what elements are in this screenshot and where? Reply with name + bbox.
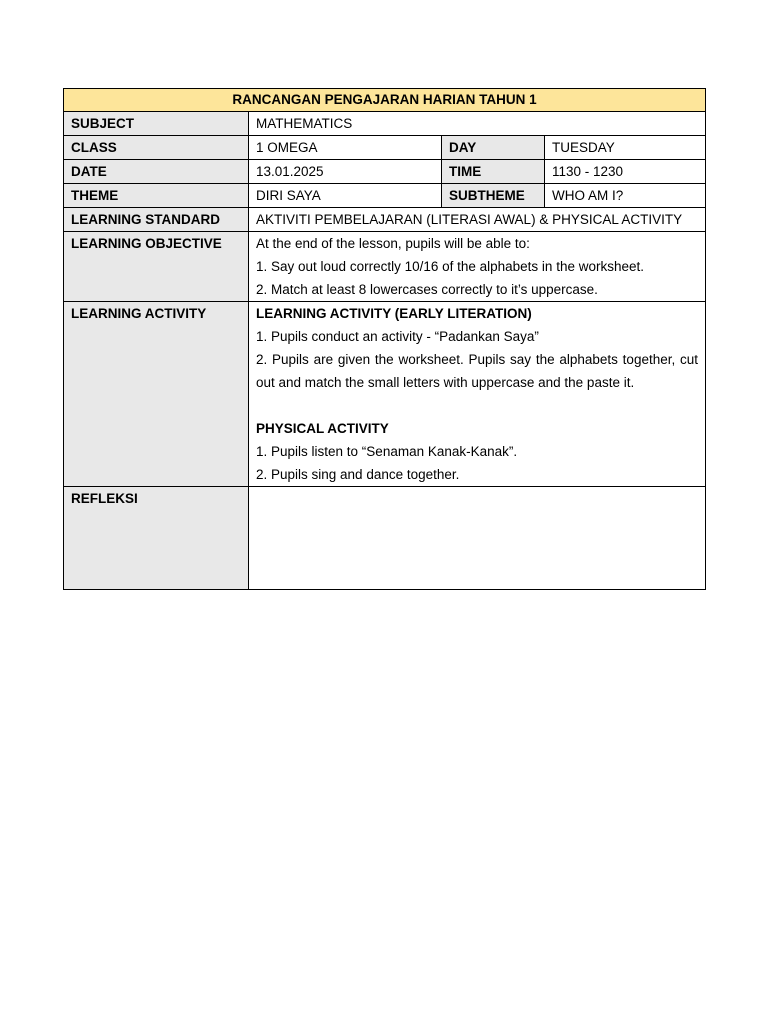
day-label: DAY xyxy=(442,136,545,160)
refleksi-row xyxy=(64,487,706,590)
section-spacer xyxy=(256,394,698,417)
subtheme-value: WHO AM I? xyxy=(545,184,706,208)
learning-standard-value: AKTIVITI PEMBELAJARAN (LITERASI AWAL) & PHYSICAL ACTIVITY xyxy=(249,208,706,232)
subtheme-label: SUBTHEME xyxy=(442,184,545,208)
class-value: 1 OMEGA xyxy=(249,136,442,160)
activity-item: 1. Pupils conduct an activity - “Padankan Saya” xyxy=(256,329,539,344)
learning-standard-row xyxy=(64,208,706,232)
time-value: 1130 - 1230 xyxy=(545,160,706,184)
refleksi-label: REFLEKSI xyxy=(64,487,249,590)
subject-value: MATHEMATICS xyxy=(249,112,706,136)
class-label: CLASS xyxy=(64,136,249,160)
activity-item: 1. Pupils listen to “Senaman Kanak-Kanak”. xyxy=(256,444,518,459)
objective-intro: At the end of the lesson, pupils will be able to: xyxy=(256,236,530,251)
learning-activity-row xyxy=(64,302,706,487)
date-row xyxy=(64,160,706,184)
learning-objective-value xyxy=(249,232,706,302)
activity-item: 2. Pupils are given the worksheet. Pupils say the alphabets together, cut out and match the small letters with uppercase and the paste it. xyxy=(256,352,699,390)
theme-label: THEME xyxy=(64,184,249,208)
learning-objective-label: LEARNING OBJECTIVE xyxy=(64,232,249,302)
learning-objective-row xyxy=(64,232,706,302)
theme-value: DIRI SAYA xyxy=(249,184,442,208)
class-row xyxy=(64,136,706,160)
activity-section-heading: PHYSICAL ACTIVITY xyxy=(256,421,389,436)
subject-label: SUBJECT xyxy=(64,112,249,136)
date-label: DATE xyxy=(64,160,249,184)
activity-section-heading: LEARNING ACTIVITY (EARLY LITERATION) xyxy=(256,306,532,321)
day-value: TUESDAY xyxy=(545,136,706,160)
learning-activity-value xyxy=(249,302,706,487)
title-row xyxy=(64,89,706,112)
activity-item: 2. Pupils sing and dance together. xyxy=(256,467,460,482)
objective-item: 1. Say out loud correctly 10/16 of the alphabets in the worksheet. xyxy=(256,259,644,274)
lesson-plan-table xyxy=(63,88,706,590)
subject-row xyxy=(64,112,706,136)
table-title: RANCANGAN PENGAJARAN HARIAN TAHUN 1 xyxy=(64,89,706,112)
learning-activity-label: LEARNING ACTIVITY xyxy=(64,302,249,487)
theme-row xyxy=(64,184,706,208)
refleksi-value xyxy=(249,487,706,590)
learning-standard-label: LEARNING STANDARD xyxy=(64,208,249,232)
time-label: TIME xyxy=(442,160,545,184)
objective-item: 2. Match at least 8 lowercases correctly to it’s uppercase. xyxy=(256,282,598,297)
date-value: 13.01.2025 xyxy=(249,160,442,184)
